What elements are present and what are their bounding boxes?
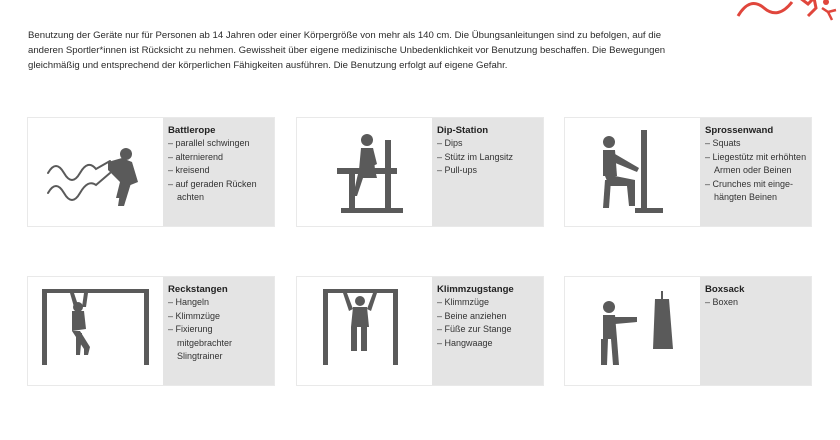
- exercise-list: [705, 137, 807, 205]
- exercise-item: – kreisend: [168, 164, 270, 178]
- exercise-item: – Hangeln: [168, 296, 270, 310]
- exercise-item: – Beine anziehen: [437, 310, 539, 324]
- station-title: Klimmzugstange: [437, 284, 514, 295]
- station-info: [700, 118, 811, 226]
- station-info: [163, 118, 274, 226]
- exercise-item: – Klimmzüge: [168, 310, 270, 324]
- station-title: Battlerope: [168, 125, 216, 136]
- station-info: [432, 118, 543, 226]
- station-card-dip-station: [297, 118, 543, 226]
- horizontal-bar-figure-icon: [28, 277, 163, 385]
- exercise-list: [437, 296, 539, 350]
- station-title: Boxsack: [705, 284, 745, 295]
- exercise-list: [705, 296, 807, 310]
- station-card-battlerope: [28, 118, 274, 226]
- logo: [730, 0, 840, 24]
- battlerope-figure-icon: [28, 118, 163, 226]
- exercise-item: – Hangwaage: [437, 337, 539, 351]
- exercise-item: – Pull-ups: [437, 164, 539, 178]
- exercise-list: [168, 137, 270, 205]
- exercise-item: – Boxen: [705, 296, 807, 310]
- exercise-list: [168, 296, 270, 364]
- exercise-item: – Squats: [705, 137, 807, 151]
- station-title: Dip-Station: [437, 125, 489, 136]
- exercise-item: – Liegestütz mit erhöhten Armen oder Beinen: [705, 151, 807, 178]
- punching-bag-figure-icon: [565, 277, 700, 385]
- station-info: [700, 277, 811, 385]
- exercise-item: – Crunches mit einge-hängten Beinen: [705, 178, 807, 205]
- exercise-item: – alternierend: [168, 151, 270, 165]
- wall-bars-figure-icon: [565, 118, 700, 226]
- station-card-klimmzugstange: [297, 277, 543, 385]
- exercise-list: [437, 137, 539, 178]
- exercise-item: – auf geraden Rücken achten: [168, 178, 270, 205]
- station-title: Sprossenwand: [705, 125, 774, 136]
- exercise-item: – Füße zur Stange: [437, 323, 539, 337]
- exercise-item: – Dips: [437, 137, 539, 151]
- pullup-bar-figure-icon: [297, 277, 432, 385]
- exercise-item: – Stütz im Langsitz: [437, 151, 539, 165]
- exercise-item: – Klimmzüge: [437, 296, 539, 310]
- station-card-reckstangen: [28, 277, 274, 385]
- station-card-boxsack: [565, 277, 811, 385]
- station-title: Reckstangen: [168, 284, 228, 295]
- station-info: [432, 277, 543, 385]
- exercise-item: – Fixierung mitgebrachter Slingtrainer: [168, 323, 270, 364]
- station-info: [163, 277, 274, 385]
- dip-station-figure-icon: [297, 118, 432, 226]
- station-card-sprossenwand: [565, 118, 811, 226]
- exercise-item: – parallel schwingen: [168, 137, 270, 151]
- usage-instructions-text: Benutzung der Geräte nur für Personen ab 14 Jahren oder einer Körpergröße von mehr als 140 cm. Die Übungsanleitungen sind zu befolgen, auf die anderen Sportler*innen ist Rücksicht zu nehmen. Gewissheit über eigene medizinische Unbedenklichkeit vor Benutzung beschaffen. Die Bewegungen gleichmäßig und entsprechend der körperlichen Fähigkeiten ausführen. Die Benutzung erfolgt auf eigene Gefahr.: [28, 29, 666, 71]
